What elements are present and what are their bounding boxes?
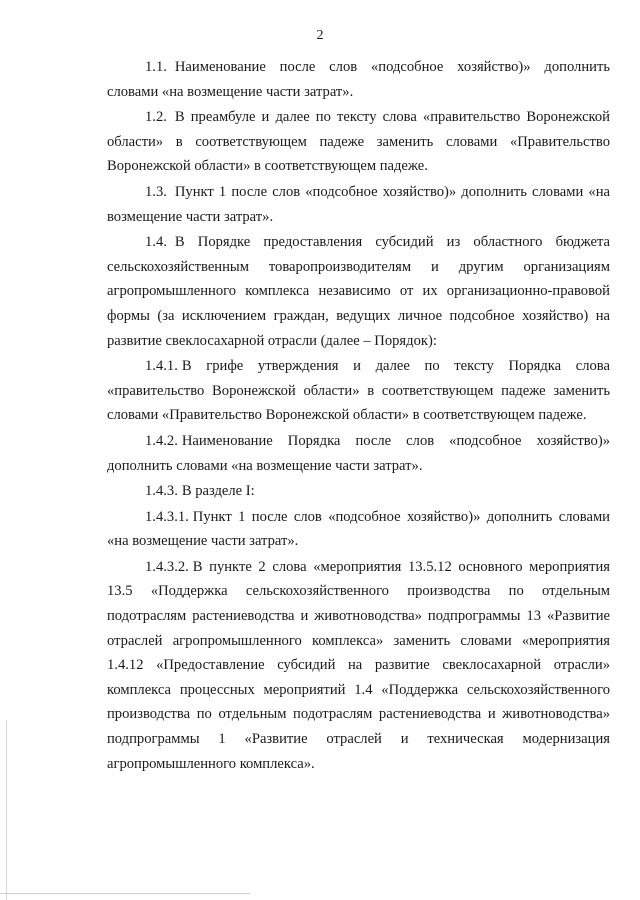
paragraph-text: В разделе I: [181,483,255,500]
paragraph-text: В грифе утверждения и далее по тексту Порядка слова «правительство Воронежской области» в соответствующем падеже заменить словами «Правительство Воронежской области» в соответствующем падеже. [107,358,610,424]
paragraph-1-4-3-1 [107,505,610,554]
paragraph-text: В пункте 2 слова «мероприятия 13.5.12 основного мероприятия 13.5 «Поддержка сельскохозяйственного производства по отдельным подотраслям растениеводства и животноводства» подпрограммы 13 «Развитие отраслей агропромышленного комплекса» заменить словами «мероприятия 1.4.12 «Предоставление субсидий на развитие свеклосахарной отрасли» комплекса процессных мероприятий 1.4 «Поддержка сельскохозяйственного производства по отдельным подотраслям растениеводства и животноводства» подпрограммы 1 «Развитие отраслей и техническая модернизация агропромышленного комплекса». [107,558,610,772]
paragraph-1-4-2 [107,429,610,478]
paragraph-number: 1.4.1. [145,358,178,375]
paragraph-text: Пункт 1 после слов «подсобное хозяйство)» дополнить словами «на возмещение части затрат». [107,508,610,550]
paragraph-text: В преамбуле и далее по тексту слова «правительство Воронежской области» в соответствующем падеже заменить словами «Правительство Воронежской области» в соответствующем падеже. [107,109,610,175]
paragraph-number: 1.4.2. [145,432,178,449]
paragraph-1-3 [107,180,610,229]
paragraph-number: 1.1. [145,59,167,75]
document-body [107,55,610,777]
paragraph-text: В Порядке предоставления субсидий из областного бюджета сельскохозяйственным товаропроизводителям и другим организациям агропромышленного комплекса независимо от их организационно-правовой формы (за исключением граждан, ведущих личное подсобное хозяйство) на развитие свеклосахарной отрасли (далее – Порядок): [107,234,610,349]
paragraph-1-2 [107,105,610,179]
paragraph-text: Пункт 1 после слов «подсобное хозяйство)» дополнить словами «на возмещение части затрат». [107,183,610,225]
scan-edge-line [0,893,250,894]
paragraph-1-4-3 [107,479,610,504]
paragraph-number: 1.4. [145,234,167,251]
paragraph-number: 1.4.3. [145,483,178,500]
paragraph-1-4-3-2 [107,555,610,776]
paragraph-number: 1.3. [145,183,167,200]
scan-edge-line [6,720,7,900]
paragraph-number: 1.2. [145,109,167,126]
paragraph-number: 1.4.3.1. [145,508,189,525]
paragraph-1-4 [107,230,610,353]
paragraph-number: 1.4.3.2. [145,558,189,575]
paragraph-text: Наименование Порядка после слов «подсобное хозяйство)» дополнить словами «на возмещение части затрат». [107,432,610,474]
paragraph-1-4-1 [107,354,610,428]
paragraph-1-1 [107,55,610,104]
paragraph-text: Наименование после слов «подсобное хозяйство)» дополнить словами «на возмещение части затрат». [107,59,610,100]
page-number: 2 [316,28,324,43]
